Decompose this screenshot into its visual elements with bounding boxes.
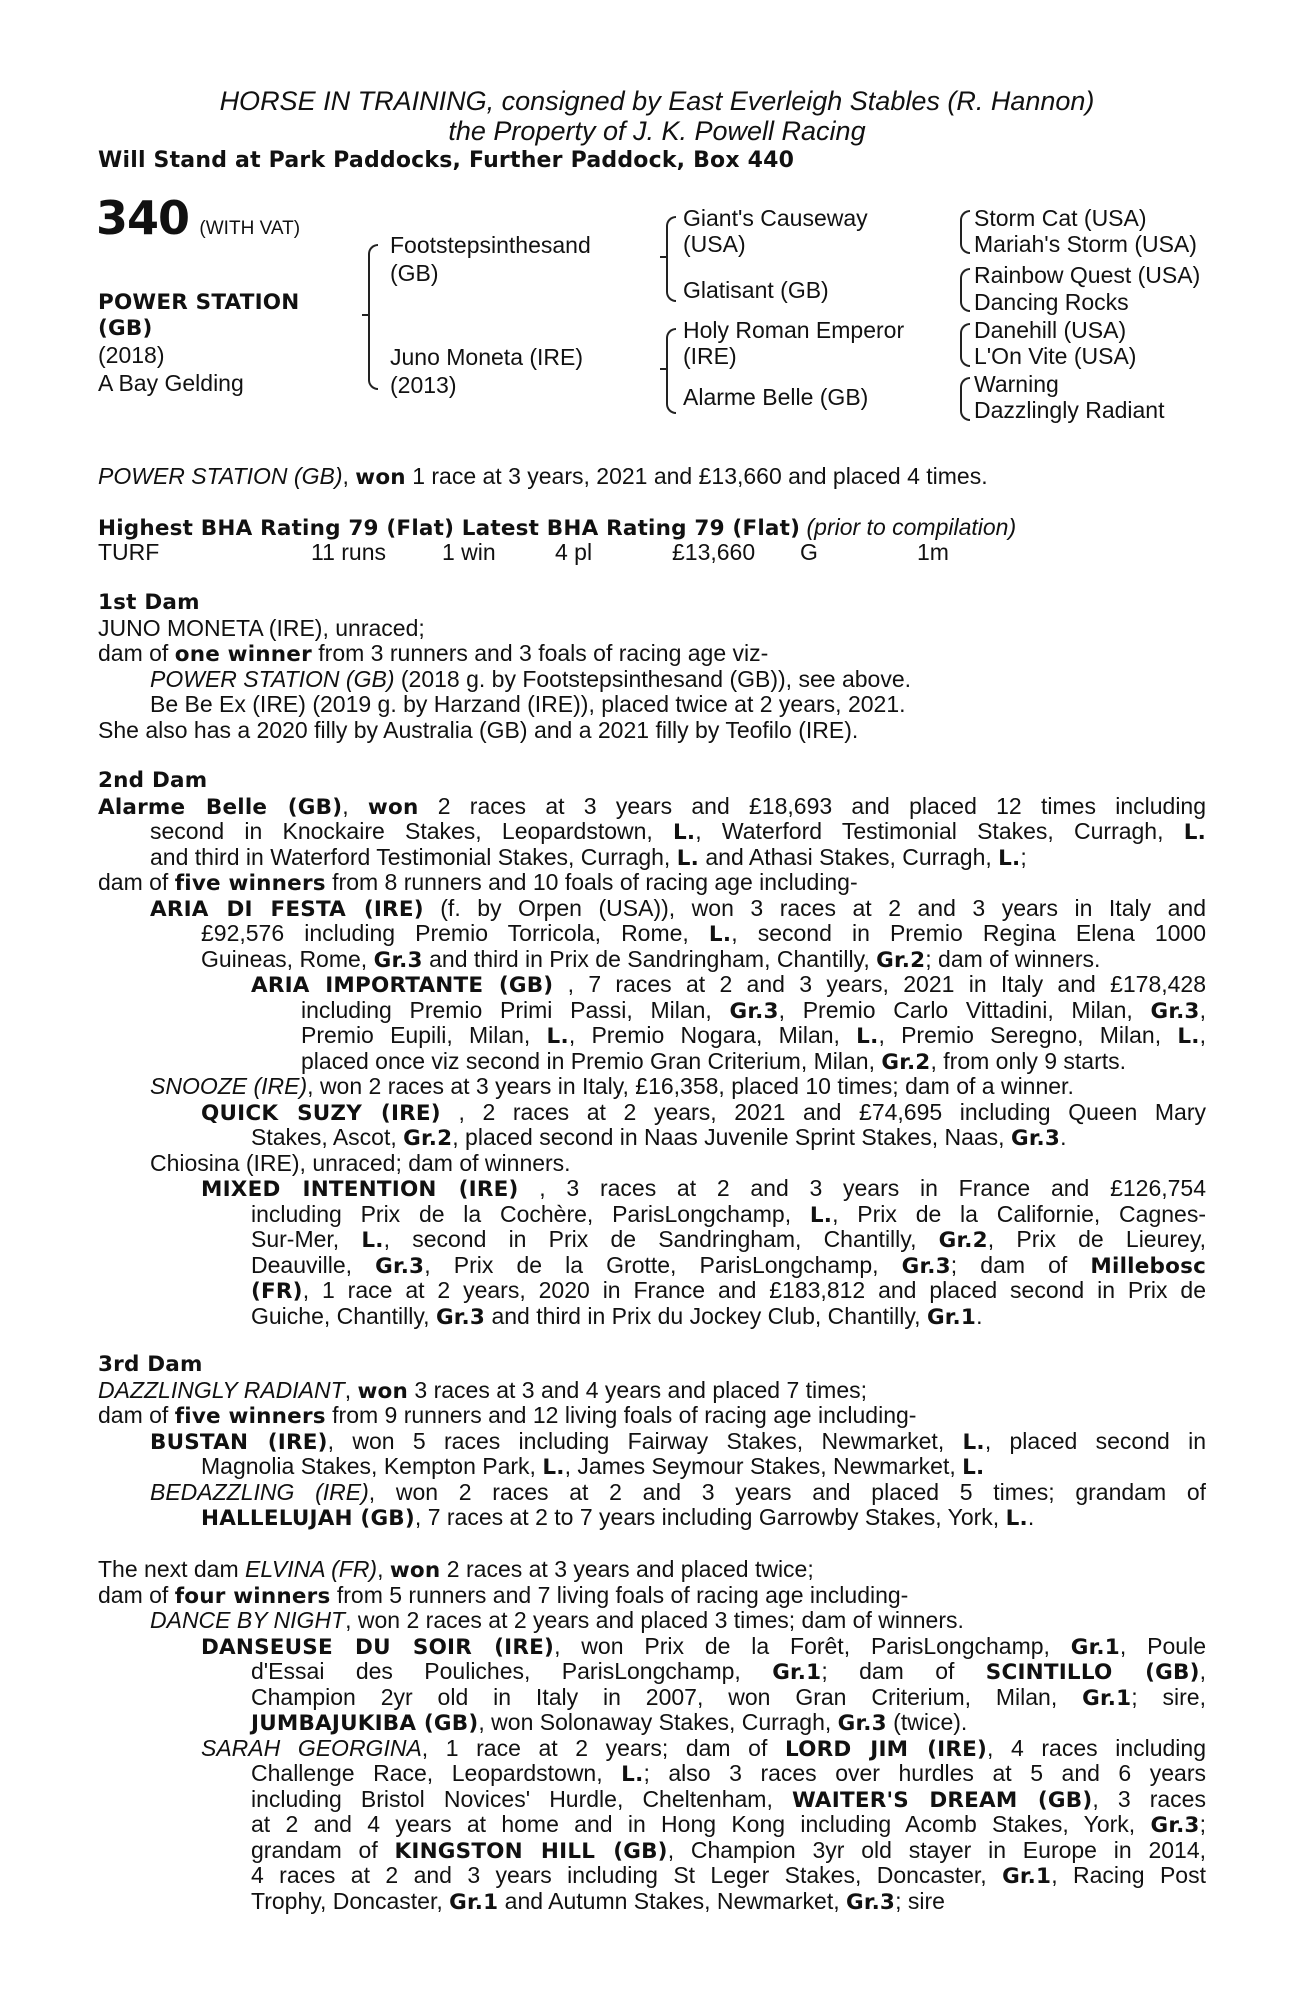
next-dam-section: The next dam ELVINA (FR), won 2 races at 3 years and placed twice; dam of four winners from 5 runners and 7 living foals of racing age including- DANCE BY NIGHT, won 2 races at 2 years and placed 3 times; dam of winners. DANSEUSE DU SOIR (IRE), won Prix de la Forêt, ParisLongchamp, Gr.1, Poule d'Essai des Pouliches, ParisLongchamp, Gr.1; dam of SCINTILLO (GB), Champion 2yr old in Italy in 2007, won Gran Criterium, Milan, Gr.1; sire, JUMBAJUKIBA (GB), won Solonaway Stakes, Curragh, Gr.3 (twice). SARAH GEORGINA, 1 race at 2 years; dam of LORD JIM (IRE), 4 races including Challenge Race, Leopardstown, L.; also 3 races over hurdles at 5 and 6 years including Bristol Novices' Hurdle, Cheltenham, WAITER'S DREAM (GB), 3 races at 2 and 4 years at home and in Hong Kong including Acomb Stakes, York, Gr.3; grandam of KINGSTON HILL (GB), Champion 3yr old stayer in Europe in 2014, 4 races at 2 and 3 years including St Leger Stakes, Doncaster, Gr.1, Racing Post Trophy, Doncaster, Gr.1 and Autumn Stakes, Newmarket, Gr.3; sire [98, 1556, 1206, 1915]
first-dam-title: 1st Dam [98, 590, 200, 615]
pedigree-dss: Danehill (USA) [974, 317, 1127, 343]
third-dam-section: 3rd Dam DAZZLINGLY RADIANT, won 3 races at 3 and 4 years and placed 7 times; dam of five winners from 9 runners and 12 living foals of racing age including- BUSTAN (IRE), won 5 races including Fairway Stakes, Newmarket, L., placed second in Magnolia Stakes, Kempton Park, L., James Seymour Stakes, Newmarket, L. BEDAZZLING (IRE), won 2 races at 2 and 3 years and placed 5 times; grandam of HALLELUJAH (GB), 7 races at 2 to 7 years including Garrowby Stakes, York, L.. [98, 1352, 1206, 1531]
header-line-2: the Property of J. K. Powell Racing [448, 116, 866, 146]
horse-year: (2018) [98, 342, 165, 368]
lot-number-value: 340 [96, 191, 190, 245]
horse-description: A Bay Gelding [98, 370, 244, 396]
pedigree-sire: Footstepsinthesand [390, 232, 591, 258]
horse-name-country: (GB) [98, 316, 153, 341]
pedigree-dam-sire: Holy Roman Emperor [683, 317, 905, 343]
pedigree-sire-sire-country: (USA) [683, 231, 746, 257]
pedigree-sds: Rainbow Quest (USA) [974, 262, 1201, 288]
pedigree-sire-sire: Giant's Causeway [683, 205, 868, 231]
pedigree-dds: Warning [974, 371, 1059, 397]
third-dam-title: 3rd Dam [98, 1352, 203, 1377]
pedigree-dam: Juno Moneta (IRE) [390, 344, 584, 370]
second-dam-section: 2nd Dam Alarme Belle (GB), won 2 races at 3 years and £18,693 and placed 12 times including second in Knockaire Stakes, Leopardstown, L., Waterford Testimonial Stakes, Curragh, L. and third in Waterford Testimonial Stakes, Curragh, L. and Athasi Stakes, Curragh, L.; dam of five winners from 8 runners and 10 foals of racing age including- ARIA DI FESTA (IRE) (f. by Orpen (USA)), won 3 races at 2 and 3 years in Italy and £92,576 including Premio Torricola, Rome, L., second in Premio Regina Elena 1000 Guineas, Rome, Gr.3 and third in Prix de Sandringham, Chantilly, Gr.2; dam of winners. ARIA IMPORTANTE (GB) , 7 races at 2 and 3 years, 2021 in Italy and £178,428 including Premio Primi Passi, Milan, Gr.3, Premio Carlo Vittadini, Milan, Gr.3, Premio Eupili, Milan, L., Premio Nogara, Milan, L., Premio Seregno, Milan, L., placed once viz second in Premio Gran Criterium, Milan, Gr.2, from only 9 starts. SNOOZE (IRE), won 2 races at 3 years in Italy, £16,358, placed 10 times; dam of a winner. QUICK SUZY (IRE) , 2 races at 2 years, 2021 and £74,695 including Queen Mary Stakes, Ascot, Gr.2, placed second in Naas Juvenile Sprint Stakes, Naas, Gr.3. Chiosina (IRE), unraced; dam of winners. MIXED INTENTION (IRE) , 3 races at 2 and 3 years in France and £126,754 including Prix de la Cochère, ParisLongchamp, L., Prix de la Californie, Cagnes- Sur-Mer, L., second in Prix de Sandringham, Chantilly, Gr.2, Prix de Lieurey, Deauville, Gr.3, Prix de la Grotte, ParisLongchamp, Gr.3; dam of Millebosc (FR), 1 race at 2 years, 2020 in France and £183,812 and placed second in Prix de Guiche, Chantilly, Gr.3 and third in Prix du Jockey Club, Chantilly, Gr.1. [98, 768, 1206, 1330]
pedigree-sdd: Dancing Rocks [974, 289, 1129, 315]
pedigree-ssd: Mariah's Storm (USA) [974, 231, 1197, 257]
horse-name: POWER STATION [98, 290, 300, 315]
lot-number [96, 191, 301, 245]
pedigree-dam-year: (2013) [390, 372, 457, 398]
pedigree-dam-sire-country: (IRE) [683, 343, 737, 369]
pedigree-sss: Storm Cat (USA) [974, 205, 1147, 231]
second-dam-title: 2nd Dam [98, 768, 208, 793]
pedigree-sire-country: (GB) [390, 260, 439, 286]
first-dam-section: 1st Dam JUNO MONETA (IRE), unraced; dam of one winner from 3 runners and 3 foals of racing age viz- POWER STATION (GB) (2018 g. by Footstepsinthesand (GB)), see above. Be Be Ex (IRE) (2019 g. by Harzand (IRE)), placed twice at 2 years, 2021. She also has a 2020 filly by Australia (GB) and a 2021 filly by Teofilo (IRE). [98, 590, 1206, 743]
bha-rating: Highest BHA Rating 79 (Flat) Latest BHA Rating 79 (Flat) (prior to compilation) [98, 514, 1017, 541]
header-line-1: HORSE IN TRAINING, consigned by East Everleigh Stables (R. Hannon) [219, 86, 1095, 116]
pedigree-dsd: L'On Vite (USA) [974, 343, 1137, 369]
pedigree-ddd: Dazzlingly Radiant [974, 397, 1165, 423]
pedigree-sire-dam: Glatisant (GB) [683, 277, 829, 303]
pedigree-dam-dam: Alarme Belle (GB) [683, 384, 869, 410]
header-line-3: Will Stand at Park Paddocks, Further Paddock, Box 440 [98, 148, 795, 173]
vat-note: (WITH VAT) [199, 218, 301, 239]
race-summary: POWER STATION (GB), won 1 race at 3 years, 2021 and £13,660 and placed 4 times. [98, 463, 988, 490]
